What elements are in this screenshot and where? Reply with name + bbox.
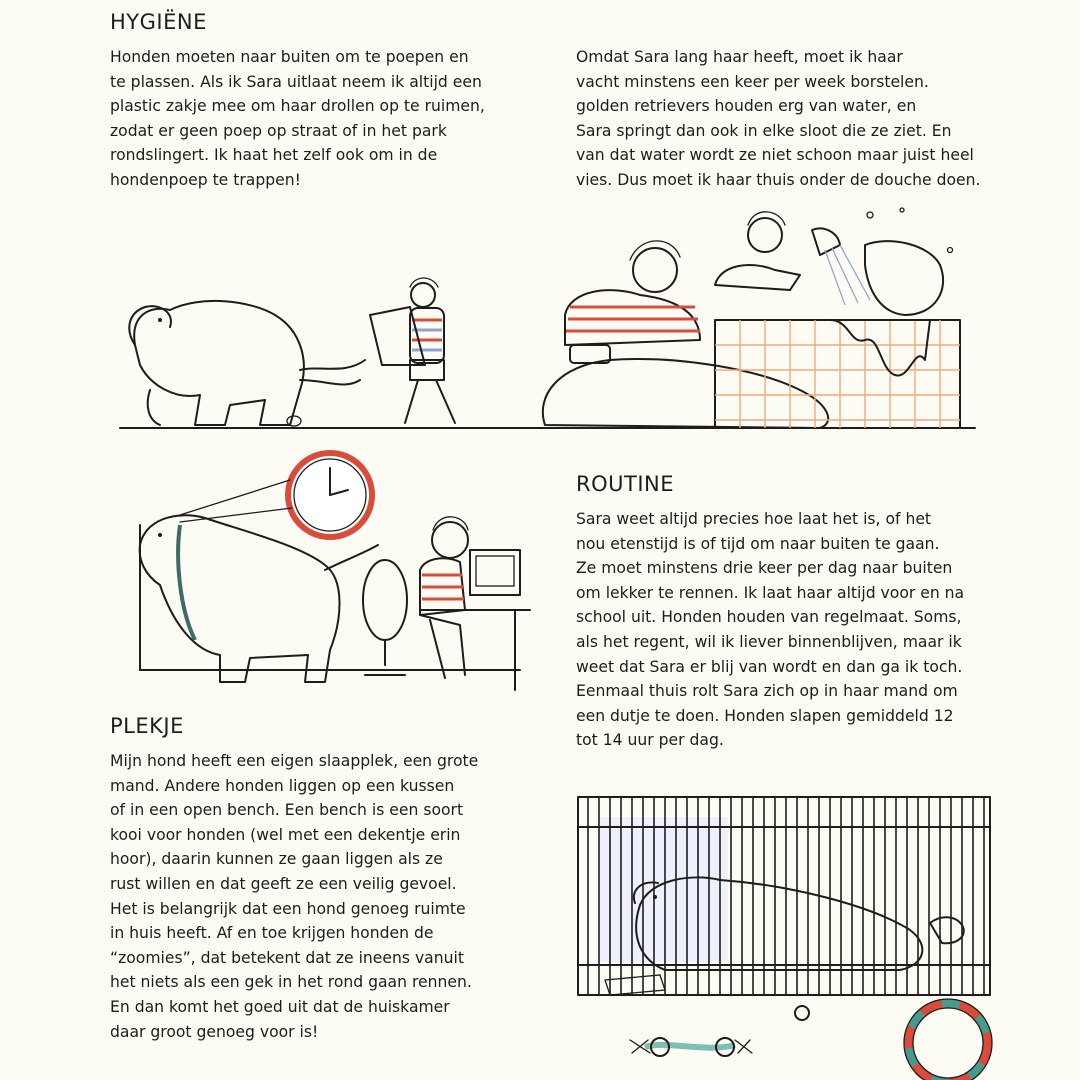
text-line: van dat water wordt ze niet schoon maar juist heel <box>576 146 974 165</box>
text-line: plastic zakje mee om haar drollen op te ruimen, <box>110 97 485 116</box>
text-line: rondslingert. Ik haat het zelf ook om in de <box>110 146 438 165</box>
text-line: Eenmaal thuis rolt Sara zich op in haar mand om <box>576 682 958 701</box>
hygiene-paragraph-1 <box>110 45 485 193</box>
text-line: Ze moet minstens drie keer per dag naar buiten <box>576 559 953 578</box>
text-line: Sara weet altijd precies hoe laat het is, of het <box>576 510 932 528</box>
heading-routine: ROUTINE <box>576 472 674 496</box>
text-line: weet dat Sara er blij van wordt en dan ga ik toch. <box>576 657 963 676</box>
text-line: hondenpoep te trappen! <box>110 170 301 189</box>
text-line: Honden moeten naar buiten om te poepen en <box>110 48 469 66</box>
hygiene-illustration <box>0 195 1080 455</box>
text-line: Omdat Sara lang haar heeft, moet ik haar <box>576 48 903 66</box>
text-line: vacht minstens een keer per week borstelen. <box>576 72 929 91</box>
text-line: om lekker te rennen. Ik laat haar altijd voor en na <box>576 583 965 602</box>
text-line: tot 14 uur per dag. <box>576 731 724 750</box>
text-line: mand. Andere honden liggen op een kussen <box>110 776 455 795</box>
wall-clock-illustration <box>288 453 372 537</box>
text-line: kooi voor honden (wel met een dekentje erin <box>110 825 461 844</box>
boy-brushing-dog-illustration <box>543 241 828 428</box>
text-line: als het regent, wil ik liever binnenblijven, maar ik <box>576 632 962 651</box>
text-line: zodat er geen poep op straat of in het park <box>110 121 447 140</box>
text-line: school uit. Honden houden van regelmaat. Soms, <box>576 608 962 627</box>
dog-waiting-by-clock-illustration <box>140 515 378 682</box>
boy-at-computer-illustration <box>363 517 530 690</box>
text-line: hoor), daarin kunnen ze gaan liggen als ze <box>110 850 443 869</box>
dog-in-crate-illustration <box>570 785 1010 1075</box>
text-line: “zoomies”, dat betekent dat ze ineens vanuit <box>110 948 464 967</box>
heading-hygiene: HYGIËNE <box>110 10 207 34</box>
text-line: Mijn hond heeft een eigen slaapplek, een grote <box>110 752 479 770</box>
hygiene-paragraph-2 <box>576 45 980 193</box>
heading-plekje: PLEKJE <box>110 714 184 738</box>
text-line: golden retrievers houden erg van water, en <box>576 97 917 116</box>
rope-toy-icon <box>630 1038 752 1056</box>
text-line: of in een open bench. Een bench is een soort <box>110 801 464 820</box>
text-line: rust willen en dat geeft ze een veilig gevoel. <box>110 874 457 893</box>
text-line: Sara springt dan ook in elke sloot die ze ziet. En <box>576 121 952 140</box>
text-line: vies. Dus moet ik haar thuis onder de douche doen. <box>576 170 981 189</box>
ring-toy-icon <box>904 999 992 1080</box>
text-line: En dan komt het goed uit dat de huiskamer <box>110 997 450 1016</box>
text-line: nou etenstijd is of tijd om naar buiten te gaan. <box>576 534 940 553</box>
text-line: daar groot genoeg voor is! <box>110 1022 319 1041</box>
routine-paragraph <box>576 507 964 753</box>
boy-showering-dog-illustration <box>715 208 960 428</box>
dog-pooping-illustration <box>129 301 365 426</box>
text-line: een dutje te doen. Honden slapen gemiddeld 12 <box>576 706 954 725</box>
text-line: het niets als een gek in het rond gaan rennen. <box>110 973 472 992</box>
text-line: te plassen. Als ik Sara uitlaat neem ik altijd een <box>110 72 482 91</box>
text-line: in huis heeft. Af en toe krijgen honden de <box>110 924 434 943</box>
text-line: Het is belangrijk dat een hond genoeg ruimte <box>110 899 466 918</box>
plekje-paragraph <box>110 749 478 1044</box>
boy-with-poop-bag-illustration <box>370 278 455 423</box>
routine-illustration <box>120 450 540 700</box>
